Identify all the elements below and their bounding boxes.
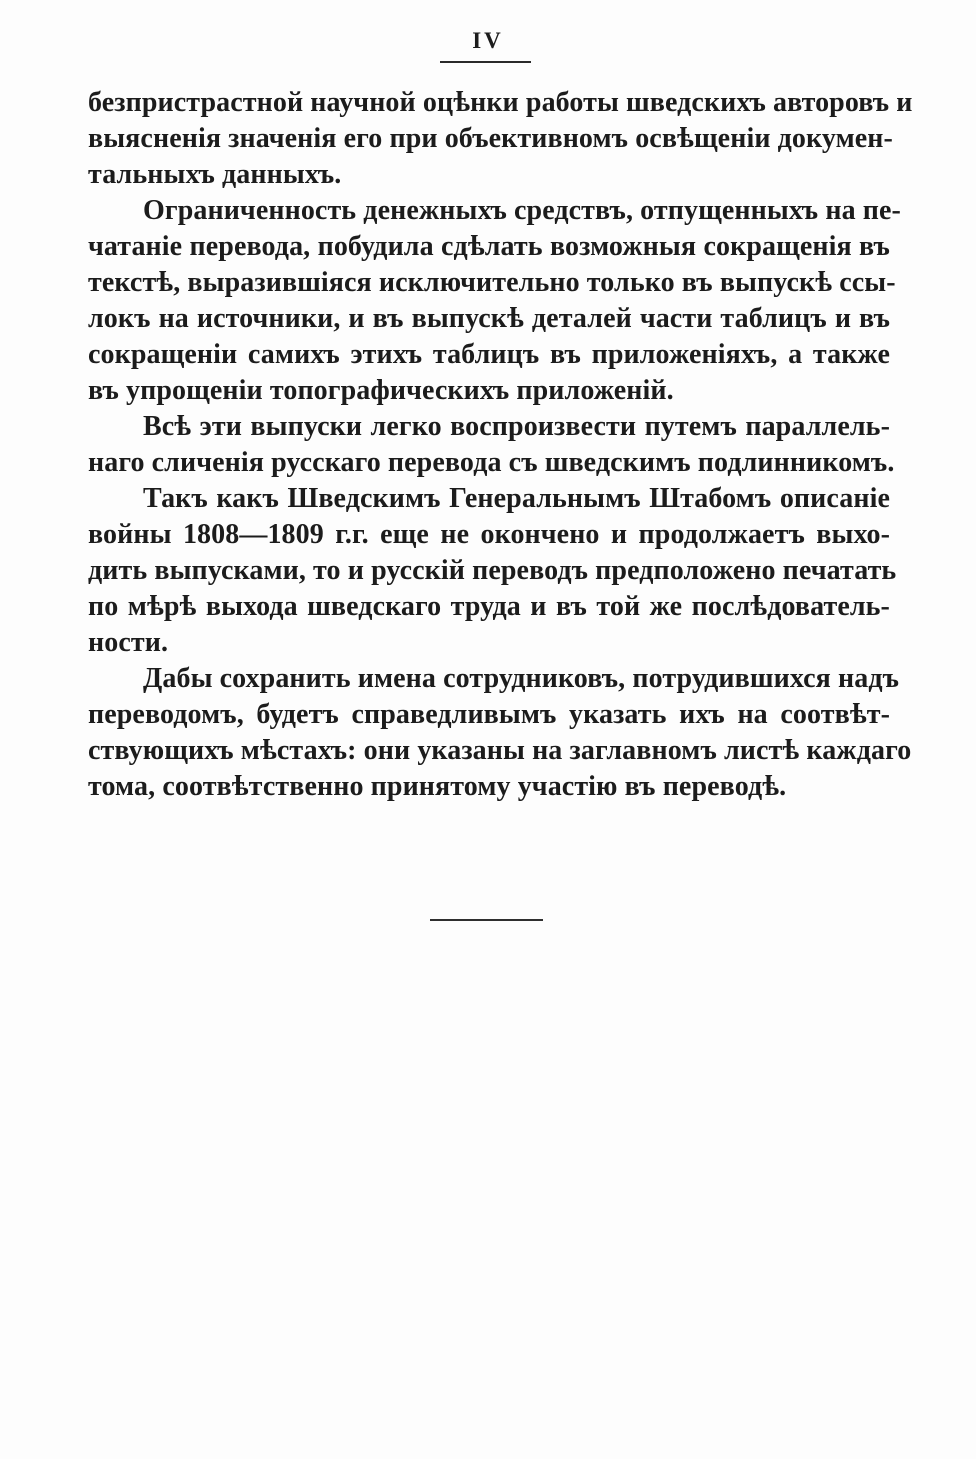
page-number: IV (472, 28, 504, 53)
text-line: ности. (88, 627, 169, 658)
text-line: локъ на источники, и въ выпускѣ деталей части таблицъ и въ (88, 303, 890, 334)
text-line: Такъ какъ Шведскимъ Генеральнымъ Штабомъ описаніе (143, 483, 890, 514)
text-line: ствующихъ мѣстахъ: они указаны на заглавномъ листѣ каждаго (88, 735, 912, 766)
page-number-underline (440, 61, 531, 63)
text-line: войны 1808—1809 г.г. еще не окончено и продолжаетъ выхо- (88, 519, 890, 550)
text-line: дить выпусками, то и русскій переводъ предположено печатать (88, 555, 897, 586)
text-line: чатаніе перевода, побудила сдѣлать возможныя сокращенія въ (88, 231, 890, 262)
text-line: Дабы сохранить имена сотрудниковъ, потрудившихся надъ (143, 663, 900, 694)
text-line: текстѣ, выразившіяся исключительно только въ выпускѣ ссы- (88, 267, 896, 298)
text-line: по мѣрѣ выхода шведскаго труда и въ той же послѣдователь- (88, 591, 890, 622)
text-line: выясненія значенія его при объективномъ освѣщеніи докумен- (88, 123, 893, 154)
text-line: Ограниченность денежныхъ средствъ, отпущенныхъ на пе- (143, 195, 901, 226)
text-block (88, 85, 913, 805)
text-line: безпристрастной научной оцѣнки работы шведскихъ авторовъ и (88, 87, 913, 118)
text-line: сокращеніи самихъ этихъ таблицъ въ приложеніяхъ, а также (88, 339, 890, 370)
text-line: тальныхъ данныхъ. (88, 159, 342, 190)
text-line: переводомъ, будетъ справедливымъ указать ихъ на соотвѣт- (88, 699, 890, 730)
end-divider-rule (430, 919, 543, 921)
text-line: въ упрощеніи топографическихъ приложеній. (88, 375, 674, 406)
text-line: Всѣ эти выпуски легко воспроизвести путемъ параллель- (143, 411, 890, 442)
text-line: тома, соотвѣтственно принятому участію въ переводѣ. (88, 771, 787, 802)
text-line: наго сличенія русскаго перевода съ шведскимъ подлинникомъ. (88, 447, 895, 478)
